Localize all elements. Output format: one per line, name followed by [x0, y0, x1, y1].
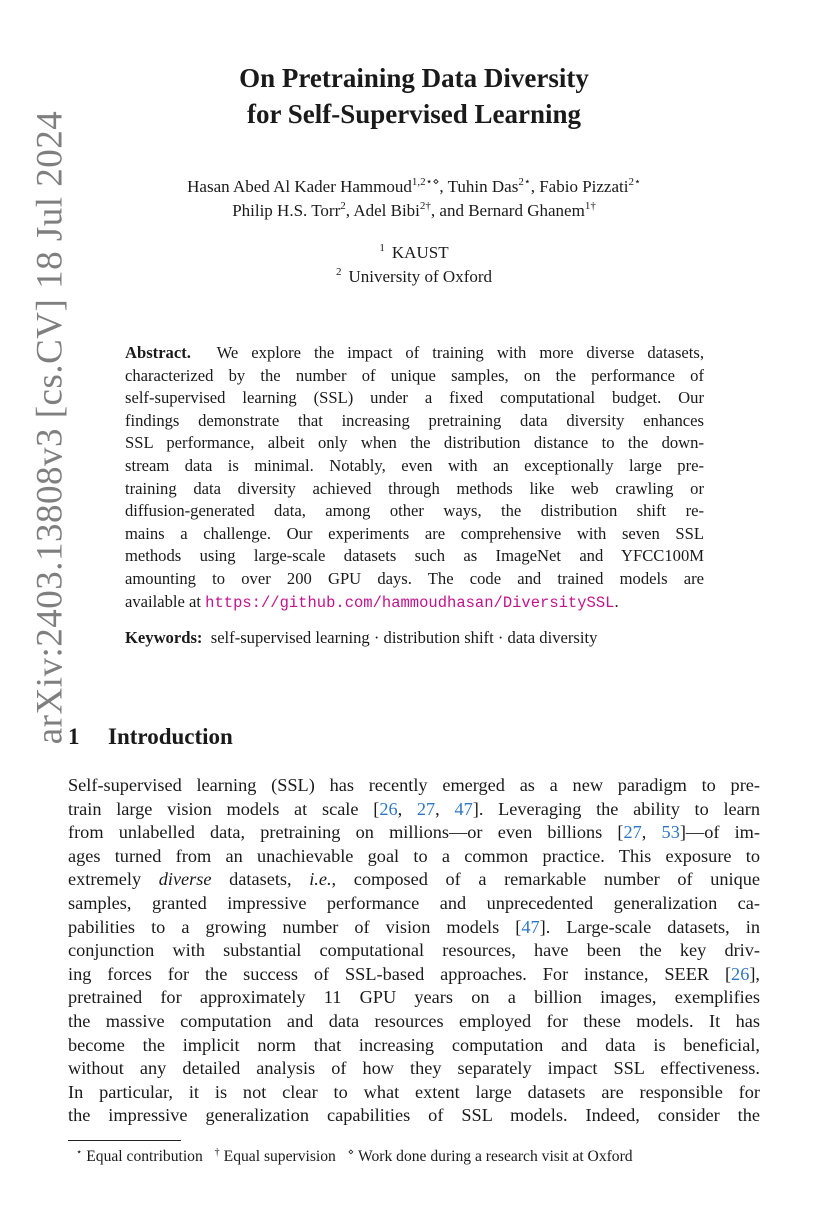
abstract-line: self-supervised learning (SSL) under a fixed computational budget. Our: [125, 388, 704, 408]
abstract-line: findings demonstrate that increasing pretraining data diversity enhances: [125, 410, 704, 430]
abstract-line: characterized by the number of unique samples, on the performance of: [125, 365, 704, 385]
author-name: Adel Bibi: [353, 201, 420, 220]
author-name: Philip H.S. Torr: [232, 201, 341, 220]
abstract-line: stream data is minimal. Notably, even with an exceptionally large pre-: [125, 455, 704, 475]
body-line: In particular, it is not clear to what extent large datasets are responsible for: [68, 1081, 760, 1102]
author-affiliation-mark: 1,2⋆⋄: [411, 176, 440, 188]
body-line: extremely diverse datasets, i.e., composed of a remarkable number of unique: [68, 869, 760, 890]
abstract-line: Abstract. We explore the impact of training with more diverse datasets,: [125, 343, 705, 362]
affiliation-name: University of Oxford: [348, 267, 493, 286]
citation-link[interactable]: 27: [416, 798, 436, 819]
code-repository-link[interactable]: https://github.com/hammoudhasan/DiversitySSL: [205, 593, 615, 612]
author-name: Fabio Pizzati: [539, 177, 629, 196]
citation-link[interactable]: 27: [623, 822, 642, 843]
affiliations: [200, 241, 628, 289]
author-line-1: [90, 175, 738, 199]
author-name: Bernard Ghanem: [468, 201, 585, 220]
body-line: pabilities to a growing number of vision models [47]. Large-scale datasets, in: [68, 916, 760, 937]
affiliation-number: 1: [379, 242, 385, 254]
body-line: ages turned from an unachievable goal to a common practice. This exposure to: [68, 845, 760, 866]
abstract-line: training data diversity achieved through methods like web crawling or: [125, 478, 704, 498]
body-line: the impressive generalization capabilities of SSL models. Indeed, consider the: [68, 1105, 760, 1126]
abstract: [125, 342, 704, 614]
citation-link[interactable]: 47: [521, 916, 540, 937]
arxiv-identifier-stamp: [20, 82, 80, 772]
affiliation-1: [200, 241, 628, 265]
section-heading: [68, 722, 233, 752]
body-line: conjunction with substantial computational resources, have been the key driv-: [68, 940, 760, 961]
abstract-line: mains a challenge. Our experiments are comprehensive with seven SSL: [125, 523, 704, 543]
citation-link[interactable]: 53: [661, 822, 680, 843]
author-affiliation-mark: 2†: [419, 200, 431, 212]
author-separator: ,: [439, 177, 448, 196]
paper-title: [150, 60, 678, 132]
abstract-line: SSL performance, albeit only when the distribution distance to the down-: [125, 433, 704, 453]
author-line-2: [90, 199, 738, 223]
abstract-line: methods using large-scale datasets such as ImageNet and YFCC100M: [125, 546, 704, 566]
affiliation-2: [200, 265, 628, 289]
body-line: without any detailed analysis of how they separately impact SSL effectiveness.: [68, 1058, 760, 1079]
body-line: train large vision models at scale [26, 27, 47]. Leveraging the ability to learn: [68, 798, 761, 819]
section-title: Introduction: [108, 724, 233, 749]
title-line-1: On Pretraining Data Diversity: [239, 63, 589, 93]
footnote-symbol: ⋆: [76, 1147, 83, 1158]
footnote-text: Work done during a research visit at Oxford: [358, 1148, 633, 1165]
author-list: [90, 175, 738, 223]
section-number: 1: [68, 724, 80, 749]
body-line: the massive computation and data resources employed for these models. It has: [68, 1010, 760, 1031]
body-line: pretrained for approximately 11 GPU years on a billion images, exemplifies: [68, 987, 760, 1008]
footnote-text: Equal supervision: [223, 1148, 336, 1165]
affiliation-number: 2: [335, 266, 342, 278]
body-line: become the implicit norm that increasing computation and data is beneficial,: [68, 1034, 760, 1055]
author-affiliation-mark: 2: [340, 200, 346, 212]
abstract-line: available at https://github.com/hammoudhasan/DiversitySSL.: [125, 591, 619, 612]
abstract-label: Abstract.: [125, 343, 191, 362]
author-separator: ,: [530, 177, 540, 196]
affiliation-name: KAUST: [391, 243, 449, 262]
title-line-2: for Self-Supervised Learning: [246, 99, 581, 129]
footnote-text: Equal contribution: [86, 1148, 203, 1165]
footnote-symbol: ⋄: [347, 1147, 355, 1158]
footnote-rule: [68, 1140, 181, 1141]
author-affiliation-mark: 2⋆: [628, 176, 641, 188]
footnote-symbol: †: [214, 1147, 220, 1158]
author-separator: ,: [345, 201, 354, 220]
citation-link[interactable]: 26: [379, 798, 398, 819]
author-name: Tuhin Das: [447, 177, 519, 196]
arxiv-identifier-text: arXiv:2403.13808v3 [cs.CV] 18 Jul 2024: [29, 110, 71, 744]
citation-link[interactable]: 26: [731, 963, 750, 984]
keywords: [125, 627, 725, 649]
body-line: ing forces for the success of SSL-based approaches. For instance, SEER [26],: [68, 963, 760, 984]
introduction-text: [68, 774, 760, 1128]
footnote: [68, 1146, 760, 1168]
citation-link[interactable]: 47: [454, 798, 473, 819]
body-line: from unlabelled data, pretraining on millions—or even billions [27, 53]—of im-: [68, 822, 760, 843]
abstract-line: amounting to over 200 GPU days. The code and trained models are: [125, 568, 704, 588]
keywords-text: self-supervised learning · distribution shift · data diversity: [210, 628, 598, 647]
author-separator: , and: [430, 201, 469, 220]
body-line: Self-supervised learning (SSL) has recently emerged as a new paradigm to pre-: [68, 775, 760, 795]
author-affiliation-mark: 1†: [584, 200, 596, 212]
body-line: samples, granted impressive performance and unprecedented generalization ca-: [68, 892, 760, 913]
keywords-label: Keywords:: [125, 628, 203, 647]
author-name: Hasan Abed Al Kader Hammoud: [187, 177, 412, 196]
abstract-line: diffusion-generated data, among other ways, the distribution shift re-: [125, 501, 704, 521]
author-affiliation-mark: 2⋆: [518, 176, 531, 188]
